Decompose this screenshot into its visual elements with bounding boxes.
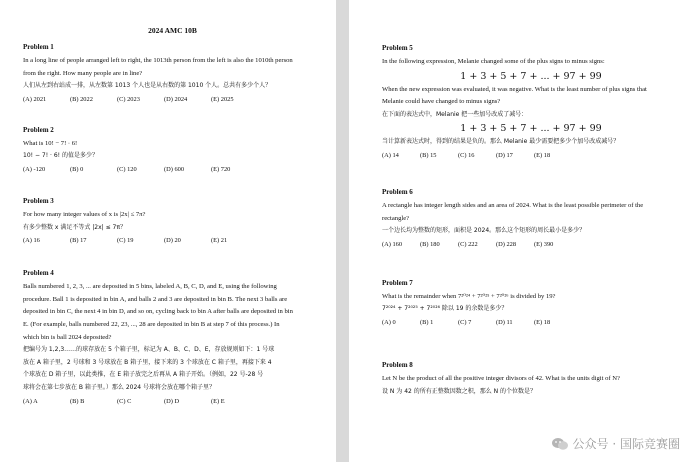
answer-choice: (E) 720 [211,165,231,173]
answer-choice: (A) 0 [382,318,396,326]
answer-choices [23,164,322,176]
left-column [23,43,322,408]
problem-spacer [23,176,322,197]
answer-choice: (B) 1 [420,318,434,326]
answer-choice: (D) 20 [164,237,181,245]
answer-choice: (E) E [211,397,225,405]
problem-spacer [382,162,680,188]
answer-choices [382,150,680,162]
problem-text: A rectangle has integer length sides and an area of 2024. What is the least possible perimeter of the [382,201,644,209]
answer-choice: (C) 16 [458,151,475,159]
answer-choice: (C) 120 [117,165,137,173]
problem-text: When the new expression was evaluated, it was negative. What is the least number of plus signs that [382,85,647,93]
problem-title: Problem 6 [382,187,413,196]
right-page [349,0,692,462]
problem-text: E. (For example, balls numbered 22, 23, ..., 28 are deposited in bin B at step 7 of this process.) In [23,320,280,328]
problem-title: Problem 8 [382,360,413,369]
math-expression: 1 + 3 + 5 + 7 + ... + 97 + 99 [460,123,602,135]
problem-spacer [382,329,680,361]
answer-choice: (B) 17 [70,237,87,245]
answer-choice: (B) 180 [420,240,440,248]
problem-block [23,269,322,407]
problem-text: Balls numbered 1, 2, 3, ... are deposited in 5 bins, labeled A, B, C, D, and E, using the following [23,283,277,291]
problem-block [23,126,322,197]
answer-choice: (D) 17 [496,151,513,159]
answer-choice: (E) 18 [534,151,551,159]
answer-choice: (D) 600 [164,165,185,173]
problem-text-zh: 把编号为 1,2,3……的球存放在 5 个箱子里，标记为 A、B、C、D、E，存放规则如下：1 号球 [23,346,275,354]
answer-choice: (A) 16 [23,237,40,245]
problem-text: from the right. How many people are in line? [23,69,143,77]
page-gap [336,0,349,462]
answer-choice: (C) 2023 [117,95,140,103]
answer-choices [23,235,322,247]
problem-text: In a long line of people arranged left to right, the 1013th person from the left is also the 1010th person [23,57,293,64]
problem-spacer [23,247,322,269]
problem-title: Problem 7 [382,278,413,287]
answer-choice: (A) 14 [382,151,399,159]
answer-choices [382,317,680,329]
answer-choice: (E) 390 [534,240,554,248]
answer-choice: (B) 2022 [70,95,93,103]
answer-choices [23,396,322,408]
left-page [0,0,336,462]
problem-text: deposited in bin C, the next 4 in bin D, and so on, cycling back to bin A after balls are deposited in bin [23,308,293,316]
problem-text-zh: 一个边长均为整数的矩形，面积是 2024。那么这个矩形的周长最小是多少？ [382,227,586,235]
problem-text-zh: 放在 A 箱子里，2 号球和 3 号球放在 B 箱子里，接下来的 3 个球放在 C 箱子里，再接下来 4 [23,358,272,366]
watermark [551,435,680,452]
problem-text-zh: 在下面的表达式中，Melanie 把一些加号改成了减号： [382,110,528,118]
answer-choice: (C) 7 [458,318,472,326]
problem-block [382,188,680,279]
problem-block [382,361,680,398]
problem-text-zh: 有多少整数 x 满足不等式 |2x| ≤ 7π？ [23,223,126,231]
problem-block [382,279,680,361]
problem-block [382,44,680,188]
answer-choices [23,94,322,106]
answer-choice: (A) A [23,397,38,405]
problem-title: Problem 4 [23,269,54,278]
problem-block [23,43,322,126]
answer-choice: (A) -120 [23,165,46,173]
answer-choice: (C) C [117,397,132,405]
problem-text-zh: 球将会在第七步放在 B 箱子里。）那么 2024 号球将会放在哪个箱子里？ [23,383,216,391]
answer-choice: (E) 2025 [211,95,234,103]
answer-choice: (B) 15 [420,151,437,159]
problem-text: In the following expression, Melanie changed some of the plus signs to minus signs: [382,58,605,65]
answer-choice: (E) 21 [211,237,228,245]
problem-title: Problem 5 [382,44,413,52]
problem-text: What is 10! − 7! · 6! [23,139,78,147]
answer-choice: (B) 0 [70,165,84,173]
answer-choice: (C) 222 [458,240,478,248]
answer-choice: (A) 160 [382,240,403,248]
problem-text-zh: 10! − 7! · 6! 的值是多少？ [23,152,98,160]
document-title: 2024 AMC 10B [148,26,197,35]
problem-text-zh: 7²⁰²⁴ + 7²⁰²⁵ + 7²⁰²⁶ 除以 19 的余数是多少？ [382,305,508,313]
answer-choice: (A) 2021 [23,95,47,103]
problem-text-zh: 人们从左到右站成一排，从左数第 1013 个人也是从右数的第 1010 个人。总共有多少个人？ [23,82,272,90]
math-expression: 1 + 3 + 5 + 7 + ... + 97 + 99 [460,70,602,82]
answer-choice: (C) 19 [117,237,134,245]
answer-choice: (D) 2024 [164,95,188,103]
problem-text-zh: 个球放在 D 箱子里，以此类推，在 E 箱子放完之后再从 A 箱子开始。（例如，22 号-28 号 [23,371,264,379]
problem-text-zh: 当计算新表达式时，得到的结果是负的。那么 Melanie 最少需要把多少个加号改成减号？ [382,138,620,146]
problem-spacer [382,251,680,279]
problem-title: Problem 3 [23,196,54,205]
problem-spacer [23,106,322,126]
answer-choice: (D) 11 [496,318,513,326]
watermark-text: 公众号 · 国际竞赛圈 [572,437,680,451]
problem-text: Melanie could have changed to minus signs? [382,98,501,106]
problem-block [23,197,322,269]
answer-choice: (D) 228 [496,240,517,248]
problem-text: rectangle? [382,214,410,222]
answer-choices [382,239,680,251]
answer-choice: (B) B [70,397,85,405]
answer-choice: (E) 18 [534,318,551,326]
problem-text: Let N be the product of all the positive integer divisors of 42. What is the units digit of N? [382,374,620,382]
problem-title: Problem 2 [23,125,54,134]
wechat-icon [551,437,569,451]
problem-text: procedure. Ball 1 is deposited in bin A, and balls 2 and 3 are deposited in bin B. The next 3 balls are [23,295,288,303]
problem-text: which bin is ball 2024 deposited? [23,333,112,341]
problem-text: For how many integer values of x is |2x| ≤ 7π? [23,210,146,218]
problem-text: What is the remainder when 7²⁰²⁴ + 7²⁰²⁵ + 7²⁰²⁶ is divided by 19? [382,292,556,300]
problem-text-zh: 设 N 为 42 的所有正整数因数之积，那么 N 的个位数是？ [382,387,537,395]
right-column [382,44,680,398]
answer-choice: (D) D [164,397,180,405]
problem-title: Problem 1 [23,43,54,51]
